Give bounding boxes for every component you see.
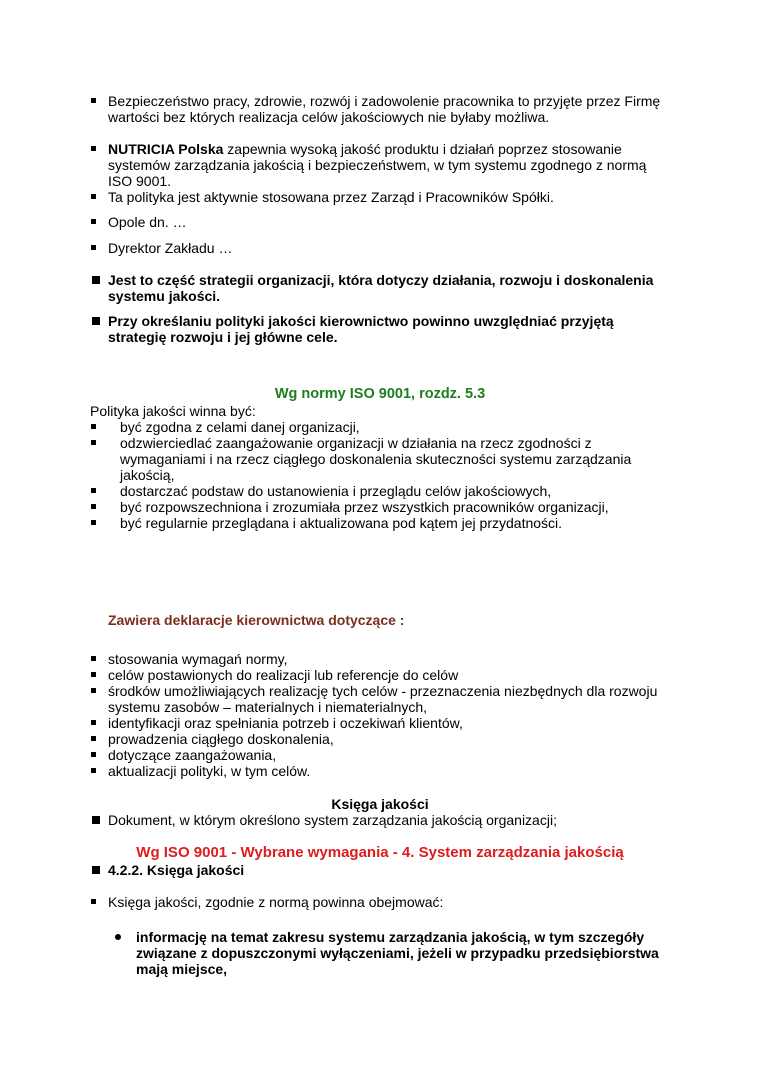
intro-bullet-text: zapewnia wysoką jakość produktu i działań poprzez stosowanie systemów zarządzania jakością i bezpieczeństwem, w tym systemu zgodnego z normą ISO 9001. — [108, 141, 647, 189]
date-line: Opole dn. … — [108, 214, 187, 230]
signature-line: Dyrektor Zakładu … — [108, 240, 233, 256]
bullet-square-icon — [91, 219, 96, 224]
bullet-dot-icon — [115, 934, 121, 940]
bullet-square-icon — [91, 488, 96, 493]
bullet-square-icon — [91, 688, 96, 693]
bullet-square-icon — [91, 672, 96, 677]
bold-bullet-text: Przy określaniu polityki jakości kierownictwo powinno uwzględniać przyjętą strategię rozwoju i jej główne cele. — [108, 313, 614, 345]
company-name: NUTRICIA Polska — [108, 141, 224, 157]
bullet-square-icon — [92, 816, 100, 824]
bullet-square-icon — [91, 98, 96, 103]
bullet-square-icon — [91, 504, 96, 509]
bullet-square-icon — [91, 752, 96, 757]
intro-bullet-text: Bezpieczeństwo pracy, zdrowie, rozwój i zadowolenie pracownika to przyjęte przez Firmę wartości bez których realizacja celów jakościowych nie byłaby możliwa. — [108, 93, 661, 125]
bullet-square-icon — [91, 194, 96, 199]
bold-bullet-text: Jest to część strategii organizacji, która dotyczy działania, rozwoju i doskonalenia systemu jakości. — [108, 272, 654, 304]
iso-section-heading: Wg normy ISO 9001, rozdz. 5.3 — [274, 386, 486, 402]
quality-book-heading: Księga jakości — [331, 796, 429, 812]
bullet-square-icon — [91, 440, 96, 445]
bullet-square-icon — [91, 768, 96, 773]
intro-bullet-text: Ta polityka jest aktywnie stosowana przez Zarząd i Pracowników Spółki. — [108, 189, 554, 205]
declarations-heading: Zawiera deklaracje kierownictwa dotyczące : — [108, 612, 405, 628]
bullet-square-icon — [91, 146, 96, 151]
bullet-square-icon — [91, 520, 96, 525]
bullet-square-icon — [91, 245, 96, 250]
bullet-square-icon — [92, 276, 100, 284]
bullet-square-icon — [92, 317, 100, 325]
bullet-square-icon — [91, 736, 96, 741]
iso-section-intro: Polityka jakości winna być: — [90, 403, 256, 419]
bullet-square-icon — [91, 720, 96, 725]
bullet-square-icon — [91, 424, 96, 429]
bullet-square-icon — [91, 656, 96, 661]
bullet-square-icon — [92, 866, 100, 874]
requirements-heading: Wg ISO 9001 - Wybrane wymagania - 4. System zarządzania jakością — [136, 844, 624, 861]
document-page: Bezpieczeństwo pracy, zdrowie, rozwój i zadowolenie pracownika to przyjęte przez Firmę wartości bez których realizacja celów jakościowych nie byłaby możliwa. NUTRICIA Polska zapewnia wysoką jakość produktu i działań poprzez stosowanie systemów zarządzania jakością i bezpieczeństwem, w tym systemu zgodnego z normą ISO 9001. Ta polityka jest aktywnie stosowana przez Zarząd i Pracowników Spółki. Opole dn. … Dyrektor Zakładu … Jest to część strategii organizacji, która dotyczy działania, rozwoju i doskonalenia systemu jakości. Przy określaniu polityki jakości kierownictwo powinno uwzględniać przyjętą strategię rozwoju i jej główne cele. Wg normy ISO 9001, rozdz. 5.3 Polityka jakości winna być: być zgodna z celami danej organizacji, odzwierciedlać zaangażowanie organizacji w działania na rzecz zgodności z wymaganiami i na rzecz ciągłego doskonalenia skuteczności systemu zarządzania jakością, dostarczać podstaw do ustanowienia i przeglądu celów jakościowych, być rozpowszechniona i zrozumiała przez wszystkich pracowników organizacji, być regularnie przeglądana i aktualizowana pod kątem jej przydatności. Zawiera deklaracje kierownictwa dotyczące : stosowania wymagań normy, celów postawionych do realizacji lub referencje do celów środków umożliwiających realizację tych celów - przeznaczenia niezbędnych dla rozwoju systemu zasobów – materialnych i niematerialnych, identyfikacji oraz spełniania potrzeb i oczekiwań klientów, prowadzenia ciągłego doskonalenia, dotyczące zaangażowania, aktualizacji polityki, w tym celów. Księga jakości Dokument, w którym określono system zarządzania jakością organizacji; Wg ISO 9001 - Wybrane wymagania - 4. System zarządzania jakością 4.2.2. Księga jakości Księga jakości, zgodnie z normą powinna obejmować: informację na temat zakresu systemu zarządzania jakością, w tym szczegóły związane z dopuszczonymi wyłączeniami, jeżeli w przypadku przedsiębiorstwa mają miejsce, — [0, 0, 760, 1075]
bullet-square-icon — [91, 899, 96, 904]
